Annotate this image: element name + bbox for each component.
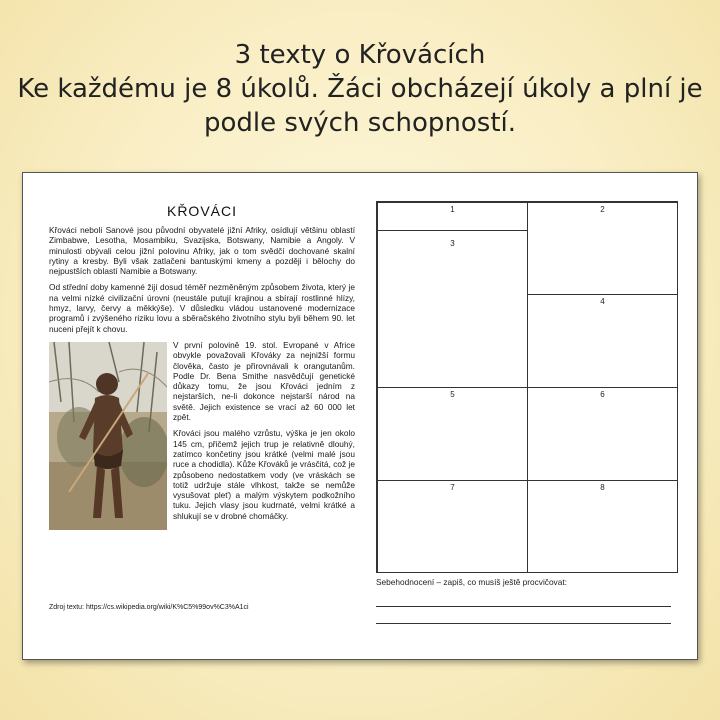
self-evaluation-line-2 bbox=[376, 623, 671, 624]
task-grid bbox=[376, 201, 678, 573]
source-citation: Zdroj textu: https://cs.wikipedia.org/wiki/K%C5%99ov%C3%A1ci bbox=[49, 604, 249, 611]
bushman-photo-image bbox=[49, 342, 167, 530]
article-paragraph-1: Křováci neboli Sanové jsou původní obyvatelé jižní Afriky, osídlují většinu oblastí Zimbabwe, Lesotha, Mosambiku, Svazijska, Botswany, Namibie a Angoly. V minulosti obývali celou jižní polovinu Afriky, jak o tom svědčí dochované skalní rytiny a kresby. Byli však zatlačeni bantuskými kmeny a později i bělochy do nejpustších oblastí Namibie a Botswany. bbox=[49, 225, 355, 277]
article-paragraph-2: Od střední doby kamenné žijí dosud téměř nezměněným způsobem života, který je na velmi nízké civilizační úrovni (neustále putují krajinou a sbírají rostlinné hlízy, hmyz, larvy, červy a měkkýše). V důsledku vládou ustanovené modernizace programů i zvýšeného riziku lovu a sběračského životního stylu byli během 90. let nuceni přejít k chovu. bbox=[49, 282, 355, 334]
slide-title-line-2: Ke každému je 8 úkolů. Žáci obcházejí úkoly a plní je bbox=[17, 74, 703, 104]
task-cell-6: 6 bbox=[527, 387, 678, 481]
slide-title bbox=[0, 38, 720, 140]
self-evaluation-line-1 bbox=[376, 606, 671, 607]
article-title: KŘOVÁCI bbox=[166, 203, 237, 219]
worksheet-page bbox=[22, 172, 698, 660]
slide-title-line-3: podle svých schopností. bbox=[203, 108, 517, 138]
article-paragraph-4: Křováci jsou malého vzrůstu, výška je jen okolo 145 cm, přičemž jejich trup je relativně dlouhý, zatímco končetiny jsou krátké (velmi malé jsou ruce a chodidla). Kůže Křováků je vrásčitá, což je způsobeno nedostatkem vody (ve vráskách se totiž udržuje stále vlhkost, takže se nemůže vysušovat pleť) a malým výskytem podkožního tuku. Jejich vlasy jsou kudrnaté, velmi krátké a shlukují se v drobné chomáčky. bbox=[173, 428, 355, 521]
task-cell-3: 3 bbox=[377, 230, 528, 388]
task-cell-4: 4 bbox=[527, 294, 678, 388]
self-evaluation-label: Sebehodnocení – zapiš, co musíš ještě procvičovat: bbox=[376, 577, 567, 587]
task-cell-8: 8 bbox=[527, 480, 678, 573]
task-cell-1: 1 bbox=[377, 202, 528, 231]
slide-title-line-1: 3 texty o Křovácích bbox=[234, 40, 486, 70]
self-evaluation bbox=[376, 577, 678, 587]
bushman-photo bbox=[49, 342, 167, 530]
task-cell-7: 7 bbox=[377, 480, 528, 573]
task-cell-2: 2 bbox=[527, 202, 678, 295]
task-cell-5: 5 bbox=[377, 387, 528, 481]
article-column bbox=[49, 173, 355, 659]
article-paragraph-3: V první polovině 19. stol. Evropané v Africe obvykle považovali Křováky za nejnižší formu člověka, často je přirovnávali k orangutanům. Podle Dr. Bena Smithe nasvědčují genetické důkazy tomu, že jsou Křováci jedním z nejstarších, ne-li dokonce nejstarší národ na světě. Jejich existence se vrací až 60 000 let zpět. bbox=[173, 339, 355, 423]
